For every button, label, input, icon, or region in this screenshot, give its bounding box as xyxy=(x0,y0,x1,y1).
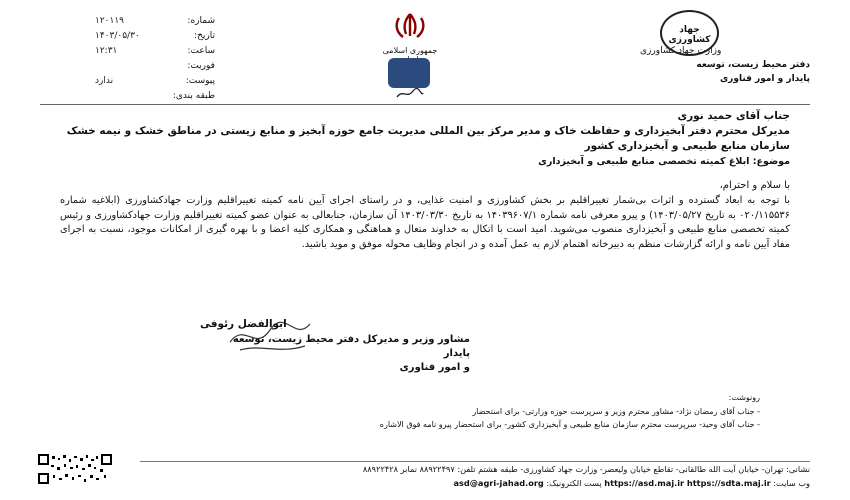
footer-divider xyxy=(140,461,810,462)
website-links[interactable]: https://asd.maj.ir https://sdta.maj.ir xyxy=(604,478,771,488)
signatory-name: ابوالفضل رئوفی xyxy=(200,318,287,330)
meta-row-date: تاریخ: ۱۴۰۳/۰۵/۳۰ xyxy=(95,31,215,41)
initials-scribble-icon xyxy=(395,87,425,101)
meta-row-classification: طبقه بندی: xyxy=(172,91,215,101)
signatory-title-line1: مشاور وزیر و مدیرکل دفتر محیط زیست، توسعه پایدار xyxy=(232,334,470,359)
meta-row-number: شماره: ۱۲۰۱۱۹ xyxy=(95,16,215,26)
meta-row-urgency: فوریت: xyxy=(187,61,215,71)
recipient-position: مدیرکل محترم دفتر آبخیزداری و حفاظت خاک و مدیر مرکز بین المللی مدیریت جامع حوزه آبخیز و منابع زیستی در مناطق خشک و نیمه خشک سازمان منابع طبیعی و آبخیزداری کشور xyxy=(66,125,790,152)
copies-title: رونوشت: xyxy=(728,393,760,402)
signatory-title xyxy=(220,333,470,375)
letter-greeting: با سلام و احترام، xyxy=(719,180,790,191)
stamp-seal xyxy=(388,58,430,88)
website-label: وب سایت: xyxy=(773,478,810,488)
footer-contacts xyxy=(453,478,810,488)
header-divider xyxy=(40,104,810,105)
meta-row-attachment: پیوست: ندارد xyxy=(95,76,215,86)
email-address[interactable]: asd@agri-jahad.org xyxy=(453,478,544,488)
footer-address: نشانی: تهران- خیابان آیت الله طالقانی- تقاطع خیابان ولیعصر- وزارت جهاد کشاورزی- طبقه هشتم تلفن: ۸۸۹۲۲۴۹۷ نمابر ۸۸۹۲۲۴۲۸ xyxy=(362,464,810,474)
copy-item: - جناب آقای رمضان نژاد- مشاور محترم وزیر و سرپرست حوزه وزارتی- برای استحضار xyxy=(472,407,760,416)
emblem-caption: جمهوری اسلامی xyxy=(382,46,438,55)
ministry-name: وزارت جهاد کشاورزی xyxy=(640,46,722,56)
letter-subject: موضوع: ابلاغ کمیته تخصصی منابع طبیعی و آبخیزداری xyxy=(538,156,790,167)
ministry-logo-text: جهاد کشاورزی xyxy=(668,25,711,45)
copy-item: - جناب آقای وحید- سرپرست محترم سازمان منابع طبیعی و آبخیزداری کشور- برای استحضار پیرو نامه فوق الاشاره xyxy=(379,420,760,429)
letter-meta xyxy=(95,14,215,104)
email-label: پست الکترونیک: xyxy=(546,478,602,488)
department-name: دفتر محیط زیست، توسعه پایدار و امور فناوری xyxy=(696,60,810,84)
letter-recipient: جناب آقای حمید نوری xyxy=(677,110,790,122)
iran-emblem xyxy=(375,12,445,64)
letter-paragraph: با توجه به ابعاد گسترده و اثرات بی‌شمار تغییراقلیم بر بخش کشاورزی و امنیت غذایی، و در راستای اجرای آیین نامه کمیته تغییراقلیم وزارت جهادکشاورزی (ابلاغیه شماره ۰۲۰/۱۱۵۵۳۶ به تاریخ ۱۴۰۳/۰۵/۲۷) و پیرو معرفی نامه شماره ۱۴۰۳۹۶۰۷/۱ به تاریخ ۱۴۰۳/۰۳/۳۰ آن سازمان، جنابعالی به عنوان عضو کمیته تغییراقلیم وزارت جهادکشاورزی و رئیس کمیته تخصصی منابع طبیعی و آبخیزداری منصوب می‌شوید. امید است با اتکال به خداوند متعال و هماهنگی و همکاری کلیه اعضا و با بهره گیری از امکانات موجود، نسبت به اجرای مفاد آیین نامه و ارائه گزارشات منظم به دبیرخانه اهتمام لازم به عمل آمده و در انجام وظایف محوله موفق و موید باشید. xyxy=(60,195,790,250)
signatory-title-line2: و امور فناوری xyxy=(399,362,470,373)
emblem-icon xyxy=(391,12,429,42)
qr-code-icon xyxy=(38,454,112,484)
meta-row-time: ساعت: ۱۲:۳۱ xyxy=(95,46,215,56)
